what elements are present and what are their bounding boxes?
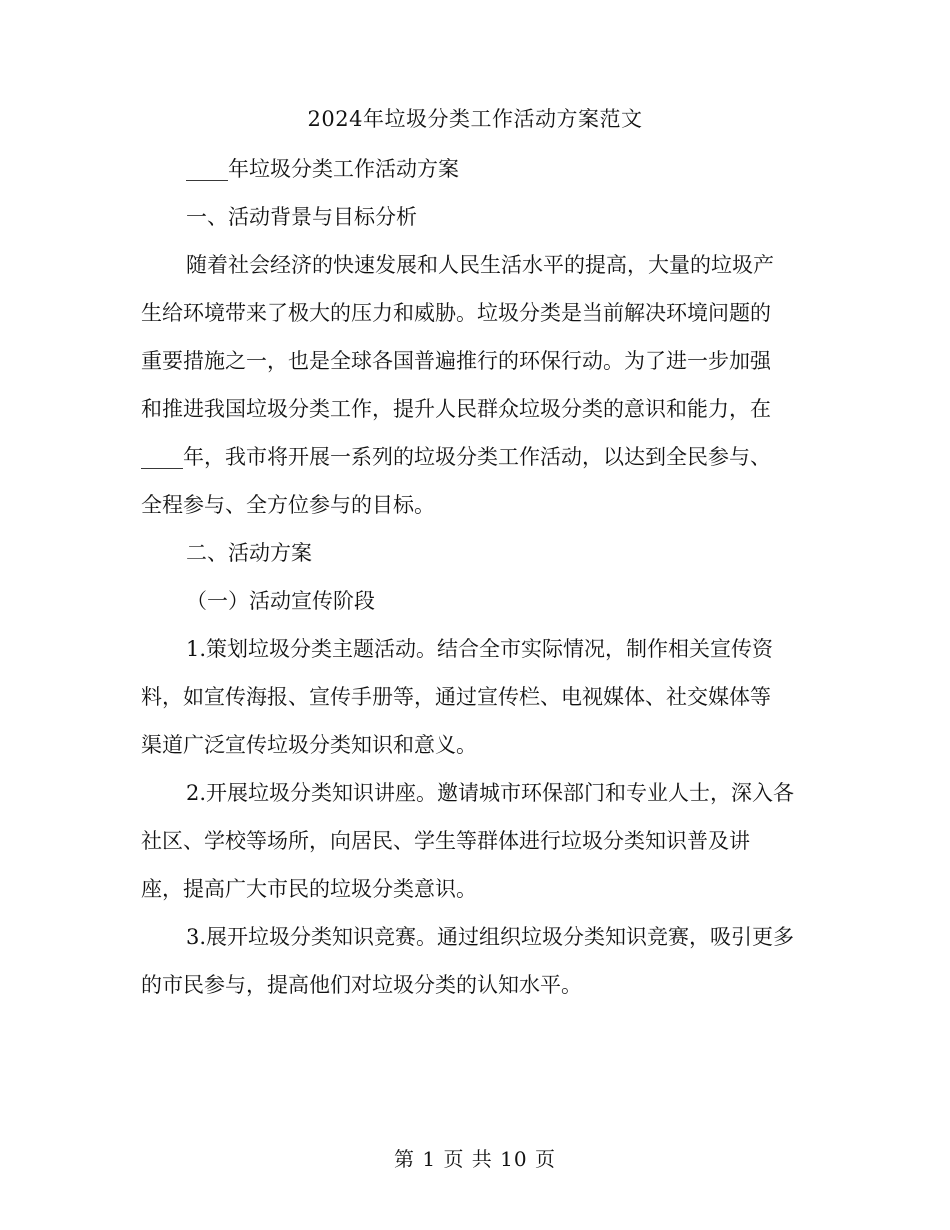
paragraph-line: 重要措施之一，也是全球各国普遍推行的环保行动。为了进一步加强: [141, 349, 771, 373]
paragraph-line: 全程参与、全方位参与的目标。: [141, 493, 435, 517]
paragraph-line: 渠道广泛宣传垃圾分类知识和意义。: [141, 733, 477, 757]
paragraph-line: 和推进我国垃圾分类工作，提升人民群众垃圾分类的意识和能力，在: [141, 397, 771, 421]
page-number-footer: 第 1 页 共 10 页: [394, 1147, 556, 1171]
paragraph-line: 座，提高广大市民的垃圾分类意识。: [141, 877, 477, 901]
document-title: 2024年垃圾分类工作活动方案范文: [307, 107, 643, 131]
section-heading-2: 二、活动方案: [186, 541, 312, 565]
paragraph-line: ____年，我市将开展一系列的垃圾分类工作活动，以达到全民参与、: [141, 445, 771, 469]
paragraph-line: 料，如宣传海报、宣传手册等，通过宣传栏、电视媒体、社交媒体等: [141, 685, 771, 709]
paragraph-line: 生给环境带来了极大的压力和威胁。垃圾分类是当前解决环境问题的: [141, 301, 771, 325]
section-heading-1: 一、活动背景与目标分析: [186, 205, 417, 229]
paragraph-line: 2.开展垃圾分类知识讲座。邀请城市环保部门和专业人士，深入各: [186, 781, 795, 805]
paragraph-line: 1.策划垃圾分类主题活动。结合全市实际情况，制作相关宣传资: [186, 637, 774, 661]
paragraph-line: 随着社会经济的快速发展和人民生活水平的提高，大量的垃圾产: [186, 253, 774, 277]
paragraph-line: 3.展开垃圾分类知识竞赛。通过组织垃圾分类知识竞赛，吸引更多: [186, 925, 795, 949]
paragraph-line: 的市民参与，提高他们对垃圾分类的认知水平。: [141, 973, 582, 997]
subtitle-line: ____年垃圾分类工作活动方案: [186, 157, 459, 181]
subsection-heading: （一）活动宣传阶段: [186, 589, 375, 613]
paragraph-line: 社区、学校等场所，向居民、学生等群体进行垃圾分类知识普及讲: [141, 829, 750, 853]
